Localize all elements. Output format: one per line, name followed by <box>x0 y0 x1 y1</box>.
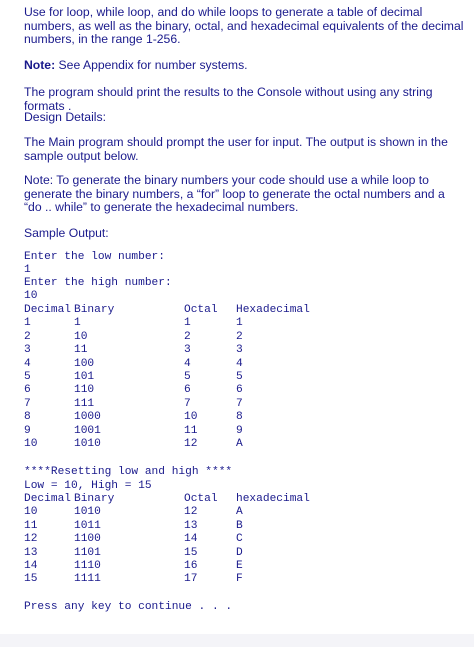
cell-octal: 11 <box>184 424 198 437</box>
prompt-high: Enter the high number: <box>24 277 172 289</box>
cell-octal: 7 <box>184 397 191 410</box>
cell-decimal: 2 <box>24 330 31 343</box>
cell-hex: 8 <box>236 411 243 424</box>
cell-octal: 12 <box>184 506 198 519</box>
cell-binary: 10 <box>74 330 88 343</box>
cell-octal: 13 <box>184 519 198 532</box>
cell-octal: 4 <box>184 357 191 370</box>
cell-decimal: 8 <box>24 411 31 424</box>
cell-binary: 1011 <box>74 519 101 532</box>
cell-binary: 110 <box>74 384 95 397</box>
cell-octal: 5 <box>184 370 191 383</box>
press-key-line: Press any key to continue . . . <box>24 601 233 613</box>
column-header-decimal: Decimal <box>24 493 71 505</box>
cell-hex: A <box>236 437 243 450</box>
cell-decimal: 12 <box>24 533 38 546</box>
note-appendix <box>24 59 464 73</box>
cell-binary: 1 <box>74 317 81 330</box>
cell-decimal: 15 <box>24 573 38 586</box>
column-header-hex: hexadecimal <box>236 493 310 505</box>
cell-hex: 6 <box>236 384 243 397</box>
cell-hex: F <box>236 573 243 586</box>
cell-hex: 9 <box>236 424 243 437</box>
cell-octal: 16 <box>184 559 198 572</box>
cell-hex: 7 <box>236 397 243 410</box>
column-header-hex: Hexadecimal <box>236 304 310 316</box>
cell-decimal: 5 <box>24 370 31 383</box>
cell-decimal: 7 <box>24 397 31 410</box>
cell-binary: 1010 <box>74 437 101 450</box>
cell-octal: 1 <box>184 317 191 330</box>
cell-hex: A <box>236 506 243 519</box>
cell-binary: 111 <box>74 397 95 410</box>
cell-binary: 1101 <box>74 546 101 559</box>
design-details-heading: Design Details: <box>24 110 106 124</box>
page-bottom-strip <box>0 634 474 647</box>
cell-decimal: 11 <box>24 519 38 532</box>
cell-octal: 15 <box>184 546 198 559</box>
cell-octal: 10 <box>184 411 198 424</box>
resetting-line: ****Resetting low and high **** <box>24 466 233 478</box>
cell-binary: 1000 <box>74 411 101 424</box>
cell-decimal: 1 <box>24 317 31 330</box>
cell-octal: 3 <box>184 344 191 357</box>
cell-decimal: 14 <box>24 559 38 572</box>
cell-decimal: 13 <box>24 546 38 559</box>
cell-binary: 11 <box>74 344 88 357</box>
note-label: Note: <box>24 58 56 72</box>
cell-decimal: 3 <box>24 344 31 357</box>
cell-hex: C <box>236 533 243 546</box>
cell-octal: 17 <box>184 573 198 586</box>
cell-octal: 14 <box>184 533 198 546</box>
cell-binary: 1001 <box>74 424 101 437</box>
cell-decimal: 10 <box>24 506 38 519</box>
cell-hex: 2 <box>236 330 243 343</box>
cell-octal: 2 <box>184 330 191 343</box>
note-appendix-text: See Appendix for number systems. <box>55 58 248 72</box>
cell-binary: 1111 <box>74 573 101 586</box>
main-prompt-paragraph: The Main program should prompt the user for input. The output is shown in the sample output below. <box>24 135 448 163</box>
cell-binary: 1100 <box>74 533 101 546</box>
prompt-low: Enter the low number: <box>24 251 165 263</box>
cell-hex: E <box>236 559 243 572</box>
low-value: 1 <box>24 264 31 276</box>
cell-decimal: 4 <box>24 357 31 370</box>
cell-octal: 12 <box>184 437 198 450</box>
cell-octal: 6 <box>184 384 191 397</box>
cell-decimal: 10 <box>24 437 38 450</box>
column-header-octal: Octal <box>184 304 218 316</box>
loop-note-paragraph: Note: To generate the binary numbers your code should use a while loop to generate the binary numbers, a “for” loop to generate the octal numbers and a “do .. while” to generate the hexadecimal numbers. <box>24 173 445 214</box>
column-header-decimal: Decimal <box>24 304 71 316</box>
column-header-binary: Binary <box>74 493 115 505</box>
cell-binary: 1110 <box>74 559 101 572</box>
cell-hex: 3 <box>236 344 243 357</box>
cell-binary: 1010 <box>74 506 101 519</box>
cell-binary: 100 <box>74 357 95 370</box>
cell-binary: 101 <box>74 370 95 383</box>
cell-hex: 4 <box>236 357 243 370</box>
cell-decimal: 6 <box>24 384 31 397</box>
cell-hex: 1 <box>236 317 243 330</box>
sample-output-heading: Sample Output: <box>24 226 109 240</box>
column-header-octal: Octal <box>184 493 218 505</box>
cell-hex: 5 <box>236 370 243 383</box>
column-header-binary: Binary <box>74 304 115 316</box>
cell-hex: D <box>236 546 243 559</box>
high-value: 10 <box>24 290 38 302</box>
cell-decimal: 9 <box>24 424 31 437</box>
cell-hex: B <box>236 519 243 532</box>
intro-paragraph: Use for loop, while loop, and do while loops to generate a table of decimal numbers, as well as the binary, octal, and hexadecimal equivalents of the decimal numbers, in the range 1-256. <box>24 5 464 46</box>
console-instruction: The program should print the results to the Console without using any string formats . <box>24 85 433 113</box>
low-high-line: Low = 10, High = 15 <box>24 480 152 492</box>
